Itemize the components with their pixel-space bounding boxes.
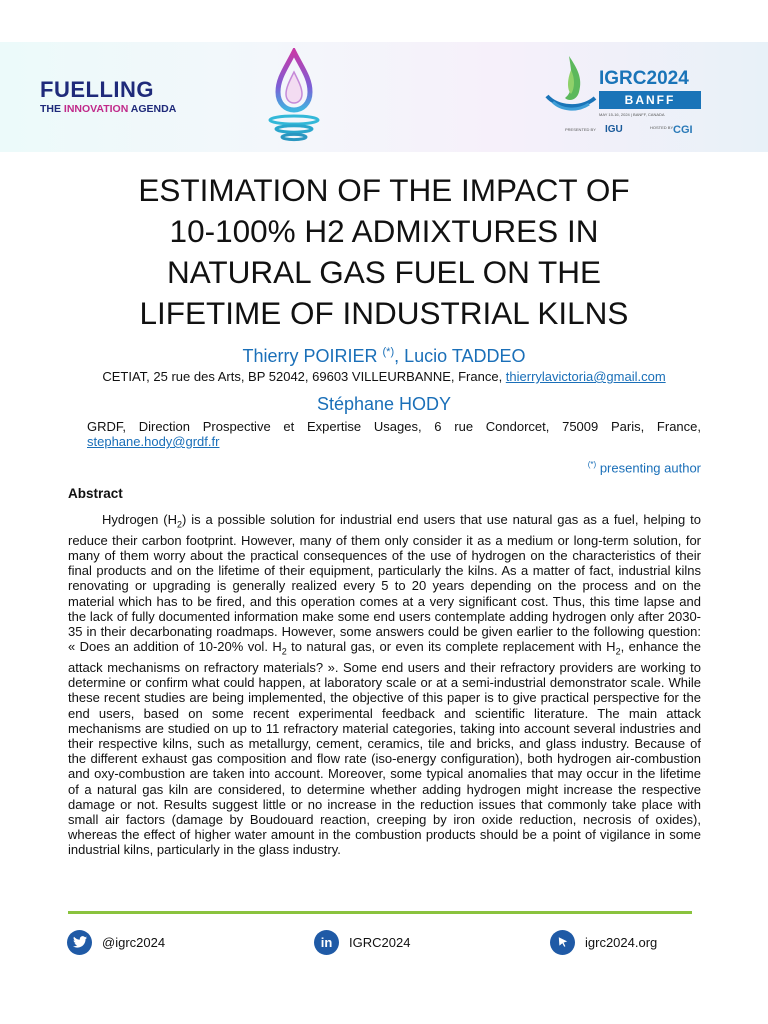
linkedin-link[interactable] (314, 929, 410, 955)
website-url: igrc2024.org (585, 934, 658, 950)
author-hody: Stéphane HODY (316, 394, 452, 414)
abstract-text-3: to natural gas, or even its complete replacement with H (286, 639, 616, 655)
paper-title: ESTIMATION OF THE IMPACT OF 10-100% H2 ADMIXTURES IN NATURAL GAS FUEL ON THE LIFETIME OF INDUSTRIAL KILNS (138, 172, 630, 331)
h2-subscript: 2 (615, 646, 621, 657)
igrc-flame-icon (543, 52, 599, 122)
fuelling-logo (40, 79, 176, 115)
igrc-location: BANFF (599, 91, 701, 109)
tagline-highlight: INNOVATION (63, 103, 129, 115)
igrc-date: MAY 15-16, 2024 | BANFF, CANADA (599, 112, 665, 117)
author-taddeo: Lucio TADDEO (404, 346, 526, 366)
presenting-author-note (588, 460, 701, 475)
igrc-logo (543, 48, 713, 148)
h2-subscript: 2 (176, 519, 182, 530)
abstract-body (68, 512, 701, 858)
conference-banner (0, 42, 768, 152)
flame-logo-icon (262, 48, 326, 148)
presenting-note-text: presenting author (596, 460, 701, 476)
h2-subscript: 2 (281, 646, 287, 657)
brand-main: FUELLING (40, 77, 154, 102)
presenting-note-marker: (*) (587, 460, 597, 469)
author-separator: , (394, 346, 405, 366)
cursor-icon (550, 930, 575, 955)
twitter-icon (67, 930, 92, 955)
authors-line-1 (0, 346, 768, 367)
abstract-text-4: , enhance the attack mechanisms on refractory materials? ». Some end users and their refractory providers are working to determine or confirm what could happen, at laboratory scale or at a semi-industrial demonstrator scale. While these recent studies are being implemented, the objective of this paper is to give practical perspective for the end users, based on some recent experimental feedback and scientific literature. The main attack mechanisms are studied on up to 11 refractory material categories, taking into account several industries and their respective kilns, such as metallurgy, cement, ceramics, tile and bricks, and glass industry. Because of the different exhaust gas composition and flow rate (iso-energy configuration), both hydrogen air-combustion and oxy-combustion are taken into account. Moreover, some typical anomalies that may occur in the lifetime of a natural gas kiln are considered, to determine whether adding hydrogen might increase the respective damage or not. Results suggest little or no increase in the reduction issues that commonly take place with small air factors (damage by Boudouard reaction, creeping by iron oxide reduction, necrosis of oxides), whereas the effect of higher water amount in the combustion products should be a point of vigilance in some industrial kilns, particularly in the glass industry. (68, 639, 701, 858)
affiliation-cetiat-text: CETIAT, 25 rue des Arts, BP 52042, 69603 VILLEURBANNE, France, (102, 369, 506, 384)
tagline-pre: THE (40, 103, 64, 115)
abstract-heading: Abstract (68, 486, 123, 501)
igrc-title: IGRC2024 (599, 68, 689, 89)
website-link[interactable] (550, 929, 657, 955)
cgi-logo: CGI (673, 124, 693, 136)
email-link-poirier[interactable]: thierrylavictoria@gmail.com (505, 369, 666, 384)
email-link-hody[interactable]: stephane.hody@grdf.fr (87, 434, 220, 449)
footer-divider (68, 911, 692, 914)
author-poirier: Thierry POIRIER (242, 346, 383, 366)
twitter-link[interactable] (67, 929, 165, 955)
linkedin-handle: IGRC2024 (349, 934, 411, 950)
presenting-marker: (*) (382, 346, 395, 358)
abstract-text-2: ) is a possible solution for industrial end users that use natural gas as a fuel, helping to reduce their carbon footprint. However, many of them only consider it as a medium or long-term solution, for many of them worry about the practical consequences of the use of hydrogen on the characteristics of their final products and on the lifetime of their equipment, particularly the kilns. As a matter of fact, industrial kilns renovating or upgrading is generally realized every 5 to 20 years depending on the process and on the material which has to be fired, and this operation comes at a very significant cost. Thus, this time lapse and the lack of fully documented information make some end users contemplate adding hydrogen only after 2030-35 in their decarbonating roadmaps. However, some answers could be given earlier to the following question: « Does an addition of 10-20% vol. H (68, 512, 701, 655)
abstract-text-1: Hydrogen (H (102, 512, 177, 527)
twitter-handle: @igrc2024 (102, 934, 166, 950)
tagline-post: AGENDA (128, 103, 177, 115)
affiliation-cetiat (0, 369, 768, 384)
hosted-by-label: HOSTED BY (650, 125, 674, 130)
igu-logo: IGU (605, 124, 623, 135)
presented-by-label: PRESENTED BY (565, 127, 596, 132)
linkedin-icon: in (314, 930, 339, 955)
brand-tagline (40, 103, 176, 115)
affiliation-grdf: GRDF, Direction Prospective et Expertise Usages, 6 rue Condorcet, 75009 Paris, France, (87, 419, 701, 434)
